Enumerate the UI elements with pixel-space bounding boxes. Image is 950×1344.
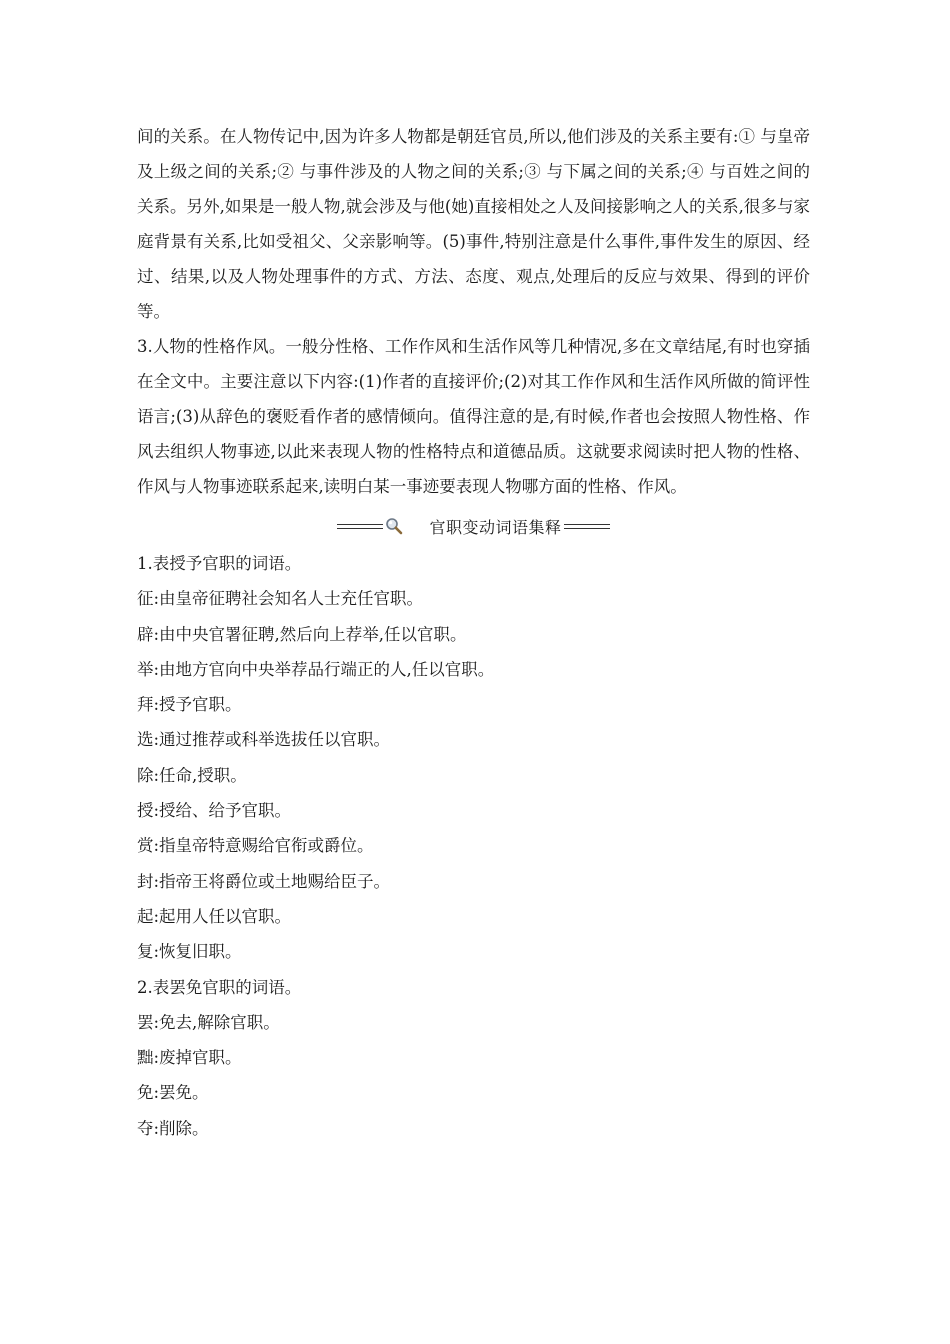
list-heading-grant: 1.表授予官职的词语。 bbox=[137, 554, 302, 573]
double-rule-right bbox=[564, 524, 610, 529]
term-shang: 赏:指皇帝特意赐给官衔或爵位。 bbox=[137, 836, 374, 856]
term-bai: 拜:授予官职。 bbox=[137, 695, 242, 715]
list-heading-dismiss: 2.表罢免官职的词语。 bbox=[137, 977, 302, 997]
document-page bbox=[137, 119, 810, 1146]
term-xuan: 选:通过推荐或科举选拔任以官职。 bbox=[137, 730, 391, 750]
term-mian: 免:罢免。 bbox=[137, 1083, 209, 1103]
term-ba: 罢:免去,解除官职。 bbox=[137, 1012, 280, 1032]
intro-paragraph: 间的关系。在人物传记中,因为许多人物都是朝廷官员,所以,他们涉及的关系主要有:① 与皇帝及上级之间的关系;② 与事件涉及的人物之间的关系;③ 与下属之间的关系;④ 与百姓之间的关系。另外,如果是一般人物,就会涉及与他(她)直接相处之人及间接影响之人的关系,很多与家庭背景有关系,比如受祖父、父亲影响等。(5)事件,特别注意是什么事件,事件发生的原因、经过、结果,以及人物处理事件的方式、方法、态度、观点,处理后的反应与效果、得到的评价等。 bbox=[137, 127, 810, 321]
term-ju: 举:由地方官向中央举荐品行端正的人,任以官职。 bbox=[137, 659, 495, 679]
term-bi: 辟:由中央官署征聘,然后向上荐举,任以官职。 bbox=[137, 624, 467, 644]
term-shou: 授:授给、给予官职。 bbox=[137, 801, 292, 821]
term-duo: 夺:削除。 bbox=[137, 1118, 209, 1138]
magnifier-icon bbox=[385, 517, 403, 535]
paragraph-character-style: 3.人物的性格作风。一般分性格、工作作风和生活作风等几种情况,多在文章结尾,有时也穿插在全文中。主要注意以下内容:(1)作者的直接评价;(2)对其工作作风和生活作风所做的简评性语言;(3)从辞色的褒贬看作者的感情倾向。值得注意的是,有时候,作者也会按照人物性格、作风去组织人物事迹,以此来表现人物的性格特点和道德品质。这就要求阅读时把人物的性格、作风与人物事迹联系起来,读明白某一事迹要表现人物哪方面的性格、作风。 bbox=[137, 337, 810, 496]
term-feng: 封:指帝王将爵位或土地赐给臣子。 bbox=[137, 871, 391, 891]
section-title: 官职变动词语集释 bbox=[429, 517, 562, 537]
term-fu: 复:恢复旧职。 bbox=[137, 942, 242, 962]
section-heading bbox=[137, 508, 810, 544]
double-rule-left bbox=[337, 524, 383, 529]
term-zheng: 征:由皇帝征聘社会知名人士充任官职。 bbox=[137, 589, 424, 609]
term-qi: 起:起用人任以官职。 bbox=[137, 906, 292, 926]
term-chu-dismiss: 黜:废掉官职。 bbox=[137, 1048, 242, 1068]
term-chu: 除:任命,授职。 bbox=[137, 765, 247, 785]
